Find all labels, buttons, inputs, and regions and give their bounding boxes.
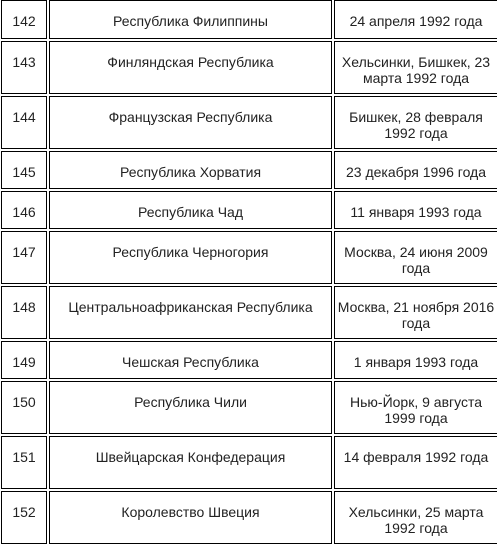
establishment-date: Бишкек, 28 февраля 1992 года bbox=[349, 109, 483, 141]
row-number: 144 bbox=[12, 109, 36, 125]
country-name: Республика Черногория bbox=[112, 244, 269, 260]
country-cell bbox=[49, 231, 332, 284]
establishment-date: 23 декабря 1996 года bbox=[345, 164, 487, 180]
country-name: Республика Чад bbox=[137, 204, 244, 220]
country-cell bbox=[49, 436, 332, 489]
row-number: 142 bbox=[12, 13, 36, 29]
table-row bbox=[1, 191, 497, 229]
date-cell bbox=[334, 41, 497, 94]
establishment-date: Москва, 24 июня 2009 года bbox=[344, 244, 488, 276]
country-cell bbox=[49, 0, 332, 39]
country-name: Республика Чили bbox=[134, 394, 247, 410]
date-cell bbox=[334, 286, 497, 339]
date-cell bbox=[334, 151, 497, 189]
table-row bbox=[1, 151, 497, 189]
country-cell bbox=[49, 341, 332, 379]
date-cell bbox=[334, 381, 497, 434]
row-number: 145 bbox=[12, 164, 36, 180]
date-cell bbox=[334, 491, 497, 544]
row-number-cell bbox=[1, 41, 47, 94]
country-cell bbox=[49, 41, 332, 94]
table-row bbox=[1, 96, 497, 149]
country-cell bbox=[49, 151, 332, 189]
row-number: 149 bbox=[12, 354, 36, 370]
row-number-cell bbox=[1, 0, 47, 39]
row-number-cell bbox=[1, 191, 47, 229]
table-row bbox=[1, 491, 497, 544]
country-name: Республика Филиппины bbox=[113, 13, 268, 29]
row-number: 150 bbox=[12, 394, 36, 410]
date-cell bbox=[334, 191, 497, 229]
country-name: Чешская Республика bbox=[122, 354, 259, 370]
establishment-date: 14 февраля 1992 года bbox=[343, 449, 489, 465]
table-row bbox=[1, 0, 497, 39]
date-cell bbox=[334, 341, 497, 379]
table-row bbox=[1, 231, 497, 284]
establishment-date: Хельсинки, 25 марта 1992 года bbox=[348, 504, 484, 536]
row-number-cell bbox=[1, 491, 47, 544]
table-row bbox=[1, 41, 497, 94]
row-number: 152 bbox=[12, 504, 36, 520]
row-number: 151 bbox=[12, 449, 36, 465]
table-row bbox=[1, 341, 497, 379]
row-number: 147 bbox=[12, 244, 36, 260]
row-number-cell bbox=[1, 381, 47, 434]
table-row bbox=[1, 381, 497, 434]
table-row bbox=[1, 436, 497, 489]
country-cell bbox=[49, 96, 332, 149]
country-name: Республика Хорватия bbox=[119, 164, 262, 180]
country-cell bbox=[49, 381, 332, 434]
establishment-date: Хельсинки, Бишкек, 23 марта 1992 года bbox=[341, 54, 491, 86]
country-cell bbox=[49, 191, 332, 229]
country-cell bbox=[49, 286, 332, 339]
establishment-date: Нью-Йорк, 9 августа 1999 года bbox=[350, 394, 482, 426]
country-name: Центральноафриканская Республика bbox=[68, 299, 313, 315]
date-cell bbox=[334, 0, 497, 39]
country-name: Швейцарская Конфедерация bbox=[95, 449, 286, 465]
row-number: 143 bbox=[12, 54, 36, 70]
row-number-cell bbox=[1, 231, 47, 284]
date-cell bbox=[334, 231, 497, 284]
establishment-date: 11 января 1993 года bbox=[350, 204, 482, 220]
table-row bbox=[1, 286, 497, 339]
row-number-cell bbox=[1, 96, 47, 149]
row-number-cell bbox=[1, 286, 47, 339]
country-name: Королевство Швеция bbox=[121, 504, 260, 520]
date-cell bbox=[334, 436, 497, 489]
row-number: 146 bbox=[12, 204, 36, 220]
country-name: Французская Республика bbox=[108, 109, 273, 125]
date-cell bbox=[334, 96, 497, 149]
establishment-date: 1 января 1993 года bbox=[353, 354, 479, 370]
establishment-date: Москва, 21 ноября 2016 года bbox=[337, 299, 495, 331]
country-name: Финляндская Республика bbox=[107, 54, 274, 70]
row-number: 148 bbox=[12, 299, 36, 315]
row-number-cell bbox=[1, 341, 47, 379]
row-number-cell bbox=[1, 436, 47, 489]
country-cell bbox=[49, 491, 332, 544]
establishment-date: 24 апреля 1992 года bbox=[349, 13, 483, 29]
row-number-cell bbox=[1, 151, 47, 189]
